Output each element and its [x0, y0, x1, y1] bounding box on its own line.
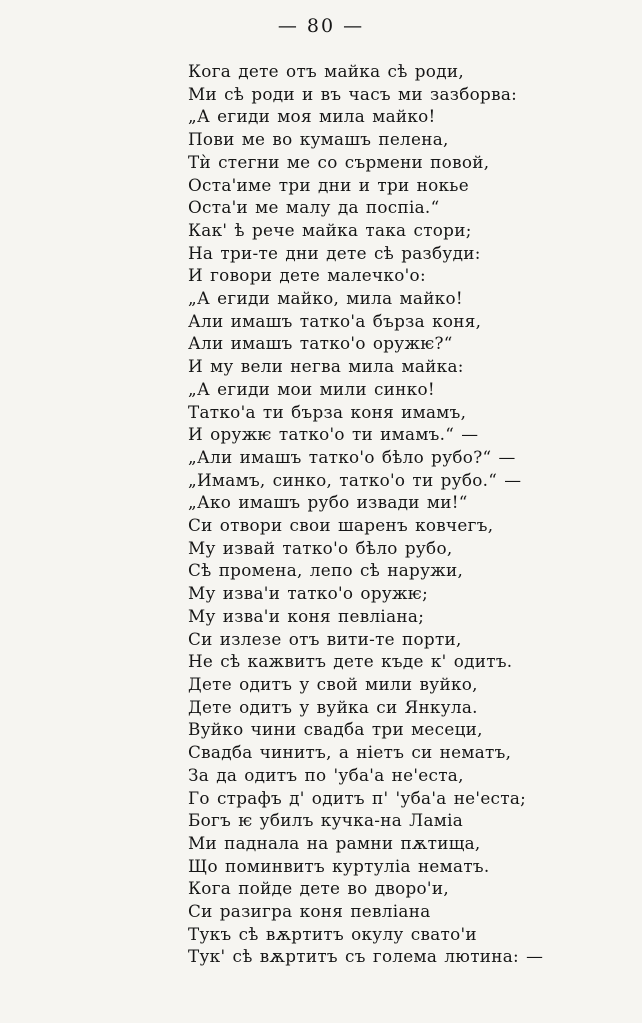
poem-line: Свадба чинитъ, а ніетъ си нематъ,	[188, 742, 512, 763]
poem-line: „А егиди моя мила майко!	[188, 106, 436, 127]
poem-line: И оружѥ татко'о ти имамъ.“ —	[188, 424, 479, 445]
poem-line: Си отвори свои шаренъ ковчегъ,	[188, 515, 494, 536]
poem-line: Дете одитъ у вуйка си Янкула.	[188, 696, 478, 717]
poem-line: Оста'и ме малу да поспіа.“	[188, 197, 440, 218]
poem-line: И говори дете малечко'о:	[188, 265, 426, 286]
poem-line: „А егиди мои мили синко!	[188, 378, 435, 399]
poem-line: Тук' сѣ вѫртитъ съ голема лютина: —	[188, 946, 544, 967]
page-number: — 80 —	[277, 15, 365, 37]
poem-line: Ми сѣ роди и въ часъ ми зазборва:	[188, 83, 518, 104]
poem-line: За да одитъ по 'уба'а не'еста,	[188, 764, 464, 785]
poem-line: Тѝ стегни ме со сърмени повой,	[188, 151, 490, 172]
poem-line: Тукъ сѣ вѫртитъ окулу свато'и	[188, 923, 477, 944]
poem-text	[188, 60, 618, 968]
poem-line: Кога дете отъ майка сѣ роди,	[188, 61, 464, 81]
poem-line: Вуйко чини свадба три месеци,	[188, 719, 483, 740]
poem-line: „Ако имашъ рубо извади ми!“	[188, 492, 468, 513]
poem-line: На три-те дни дете сѣ разбуди:	[188, 242, 481, 263]
poem-line: Не сѣ кажвитъ дете къде к' одитъ.	[188, 651, 513, 672]
poem-line: Ми паднала на рамни пѫтища,	[188, 832, 481, 853]
poem-line: Богъ ѥ убилъ кучка-на Ламіа	[188, 810, 464, 831]
poem-line: Али имашъ татко'о оружѥ?“	[188, 333, 453, 354]
poem-line: Оста'име три дни и три нокье	[188, 174, 469, 195]
poem-line: Му изва'и татко'о оружѥ;	[188, 583, 429, 604]
poem-line: Кога пойде дете во дворо'и,	[188, 878, 449, 899]
poem-line: Татко'а ти бърза коня имамъ,	[188, 401, 467, 422]
poem-line: Али имашъ татко'а бърза коня,	[188, 310, 482, 331]
poem-line: Пови ме во кумашъ пелена,	[188, 129, 449, 150]
poem-line: Си разигра коня певліана	[188, 901, 431, 922]
poem-line: Си излезе отъ вити-те порти,	[188, 628, 462, 649]
poem-line: Що поминвитъ куртуліа нематъ.	[188, 855, 490, 876]
poem-line: Му извай татко'о бѣло рубо,	[188, 537, 453, 558]
poem-line: „Имамъ, синко, татко'о ти рубо.“ —	[188, 469, 522, 490]
poem-line: Как' ѣ рече майка така стори;	[188, 219, 472, 240]
poem-line: Сѣ промена, лепо сѣ наружи,	[188, 560, 464, 581]
poem-line: Го страфъ д' одитъ п' 'уба'а не'еста;	[188, 787, 527, 808]
poem-line: И му вели негва мила майка:	[188, 356, 464, 377]
poem-line: „Али имашъ татко'о бѣло рубо?“ —	[188, 446, 516, 467]
poem-line: Му изва'и коня певліана;	[188, 605, 425, 626]
poem-line: „А егиди майко, мила майко!	[188, 288, 463, 309]
poem-line: Дете одитъ у свой мили вуйко,	[188, 673, 478, 694]
